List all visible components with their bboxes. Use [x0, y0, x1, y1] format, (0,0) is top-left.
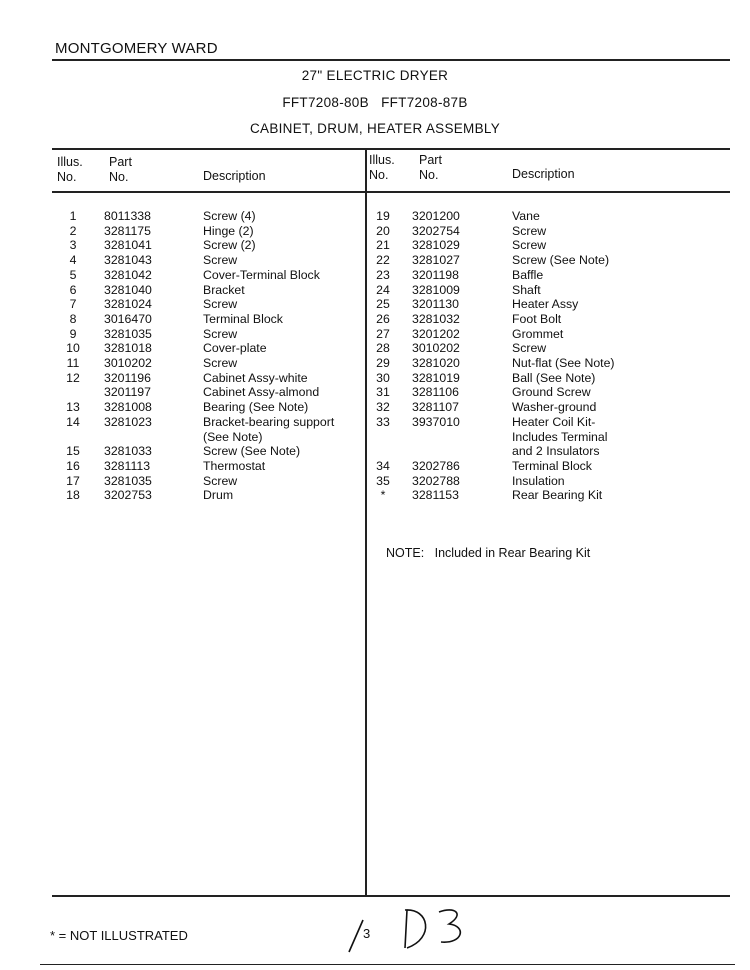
illus-number: 1 — [69, 209, 77, 223]
part-number: 3281009 — [412, 282, 460, 297]
illus-number: 26 — [376, 311, 390, 326]
left-illus-header: Illus. No. — [57, 155, 83, 184]
part-description: Terminal Block — [203, 311, 283, 326]
part-number: 8011338 — [104, 209, 151, 223]
part-number: 3281024 — [104, 297, 152, 312]
part-description: Screw — [203, 253, 238, 268]
part-description: Bracket-bearing support — [203, 414, 335, 429]
illus-number: 32 — [376, 400, 390, 415]
part-number: 3016470 — [104, 311, 152, 326]
illus-number: 15 — [66, 444, 80, 459]
part-number: 3202754 — [412, 223, 460, 238]
part-description: Foot Bolt — [512, 311, 562, 326]
page-bottom-rule — [40, 964, 735, 965]
part-number: 3281029 — [412, 238, 460, 253]
part-description: Heater Assy — [512, 297, 579, 312]
illus-number: 25 — [376, 297, 390, 312]
part-description: Heater Coil Kit- — [512, 414, 596, 429]
part-number: 3281018 — [104, 341, 152, 356]
part-description: Screw — [203, 473, 238, 488]
part-number: 3281033 — [104, 444, 152, 459]
illus-number: 11 — [66, 356, 80, 370]
part-number: 3202788 — [412, 473, 460, 488]
part-description: Screw (2) — [203, 238, 256, 253]
illus-number: 2 — [69, 223, 77, 238]
left-part-header: Part No. — [109, 155, 132, 184]
illus-number: 5 — [69, 267, 77, 282]
part-number: 3201200 — [412, 209, 460, 223]
part-number: 3281042 — [104, 267, 152, 282]
part-description: Insulation — [512, 473, 565, 488]
illus-number: * — [380, 488, 386, 503]
page-number: 3 — [363, 926, 371, 941]
part-description: Cover-plate — [203, 341, 267, 356]
part-description: Screw (See Note) — [203, 444, 301, 459]
illus-number: 27 — [376, 326, 390, 341]
illus-number: 9 — [69, 326, 77, 341]
illus-number: 10 — [66, 341, 80, 356]
part-description: Screw — [512, 238, 547, 253]
part-number: 3281019 — [412, 370, 460, 385]
part-description: Cover-Terminal Block — [203, 267, 320, 282]
part-description: Bearing (See Note) — [203, 400, 309, 415]
part-description: Screw — [512, 341, 547, 356]
illus-number: 8 — [69, 311, 77, 326]
part-description: Grommet — [512, 326, 564, 341]
part-number: 3281153 — [412, 488, 459, 503]
left-description-header: Description — [203, 169, 266, 183]
illus-number: 34 — [376, 458, 390, 473]
table-top-rule — [52, 148, 730, 150]
part-description: Bracket — [203, 282, 245, 297]
part-description: Cabinet Assy-white — [203, 370, 308, 385]
part-number: 3201202 — [412, 326, 460, 341]
illus-number: 12 — [66, 370, 80, 385]
illus-number: 21 — [376, 238, 390, 253]
illus-number: 24 — [376, 282, 390, 297]
illus-number: 31 — [376, 385, 390, 400]
part-description: (See Note) — [203, 429, 263, 444]
part-description: Baffle — [512, 267, 544, 282]
note-text: NOTE: Included in Rear Bearing Kit — [386, 546, 591, 560]
illus-number: 18 — [66, 488, 80, 503]
right-illus-header: Illus. No. — [369, 153, 395, 182]
part-number: 3281041 — [104, 238, 152, 253]
part-number: 3281106 — [412, 385, 459, 400]
right-part-header: Part No. — [419, 153, 442, 182]
part-number: 3281023 — [104, 414, 152, 429]
illus-number: 19 — [376, 209, 390, 223]
part-description: Cabinet Assy-almond — [203, 385, 320, 400]
part-description: Screw — [512, 223, 547, 238]
illus-number: 29 — [376, 356, 390, 370]
handwritten-page-mark — [343, 898, 483, 963]
part-number: 3201130 — [412, 297, 459, 312]
part-description: Rear Bearing Kit — [512, 488, 603, 503]
column-header-rule — [52, 191, 730, 193]
part-number: 3201197 — [104, 385, 151, 400]
part-number: 3281040 — [104, 282, 152, 297]
part-number: 3281175 — [104, 223, 151, 238]
part-number: 3281027 — [412, 253, 460, 268]
section-title: CABINET, DRUM, HEATER ASSEMBLY — [249, 121, 501, 136]
illus-number: 13 — [66, 400, 80, 415]
illus-number: 17 — [66, 473, 80, 488]
part-number: 3281032 — [412, 311, 460, 326]
table-bottom-rule — [52, 895, 730, 897]
part-description: Terminal Block — [512, 458, 592, 473]
part-description: Washer-ground — [512, 400, 597, 415]
illus-number: 16 — [66, 458, 80, 473]
product-title: 27" ELECTRIC DRYER — [301, 68, 449, 83]
part-number: 3281113 — [104, 458, 151, 473]
illus-number: 14 — [66, 414, 80, 429]
illus-number: 33 — [376, 414, 390, 429]
part-number: 3281008 — [104, 400, 152, 415]
illus-number: 28 — [376, 341, 390, 356]
part-number: 3281107 — [412, 400, 459, 415]
illus-number: 3 — [69, 238, 77, 253]
part-description: Thermostat — [203, 458, 266, 473]
part-description: Screw (4) — [203, 209, 256, 223]
right-description-header: Description — [512, 167, 575, 181]
part-description: Screw — [203, 297, 238, 312]
part-number: 3281020 — [412, 356, 460, 370]
part-description: Ground Screw — [512, 385, 591, 400]
part-number: 3202753 — [104, 488, 152, 503]
part-number: 3201198 — [412, 267, 459, 282]
part-number: 3937010 — [412, 414, 460, 429]
illus-number: 23 — [376, 267, 390, 282]
illus-number: 7 — [69, 297, 77, 312]
illus-number: 35 — [376, 473, 390, 488]
illus-number: 6 — [69, 282, 77, 297]
illus-number: 30 — [376, 370, 390, 385]
part-number: 3281035 — [104, 473, 152, 488]
part-description: Screw — [203, 356, 238, 370]
part-number: 3281035 — [104, 326, 152, 341]
center-divider — [365, 148, 367, 896]
not-illustrated-legend: * = NOT ILLUSTRATED — [50, 928, 188, 943]
part-number: 3202786 — [412, 458, 460, 473]
part-description: Screw (See Note) — [512, 253, 610, 268]
model-numbers: FFT7208-80B FFT7208-87B — [282, 95, 468, 110]
part-description: Includes Terminal — [512, 429, 608, 444]
part-description: Hinge (2) — [203, 223, 254, 238]
part-description: Vane — [512, 209, 540, 223]
part-number: 3201196 — [104, 370, 151, 385]
part-description: Screw — [203, 326, 238, 341]
part-number: 3281043 — [104, 253, 152, 268]
part-description: Nut-flat (See Note) — [512, 356, 615, 370]
header-rule — [52, 59, 730, 61]
part-description: and 2 Insulators — [512, 444, 600, 459]
part-number: 3010202 — [412, 341, 460, 356]
illus-number: 20 — [376, 223, 390, 238]
part-description: Ball (See Note) — [512, 370, 596, 385]
illus-number: 4 — [69, 253, 77, 268]
part-description: Shaft — [512, 282, 541, 297]
illus-number: 22 — [376, 253, 390, 268]
part-description: Drum — [203, 488, 234, 503]
brand-name: MONTGOMERY WARD — [55, 40, 218, 57]
part-number: 3010202 — [104, 356, 152, 370]
